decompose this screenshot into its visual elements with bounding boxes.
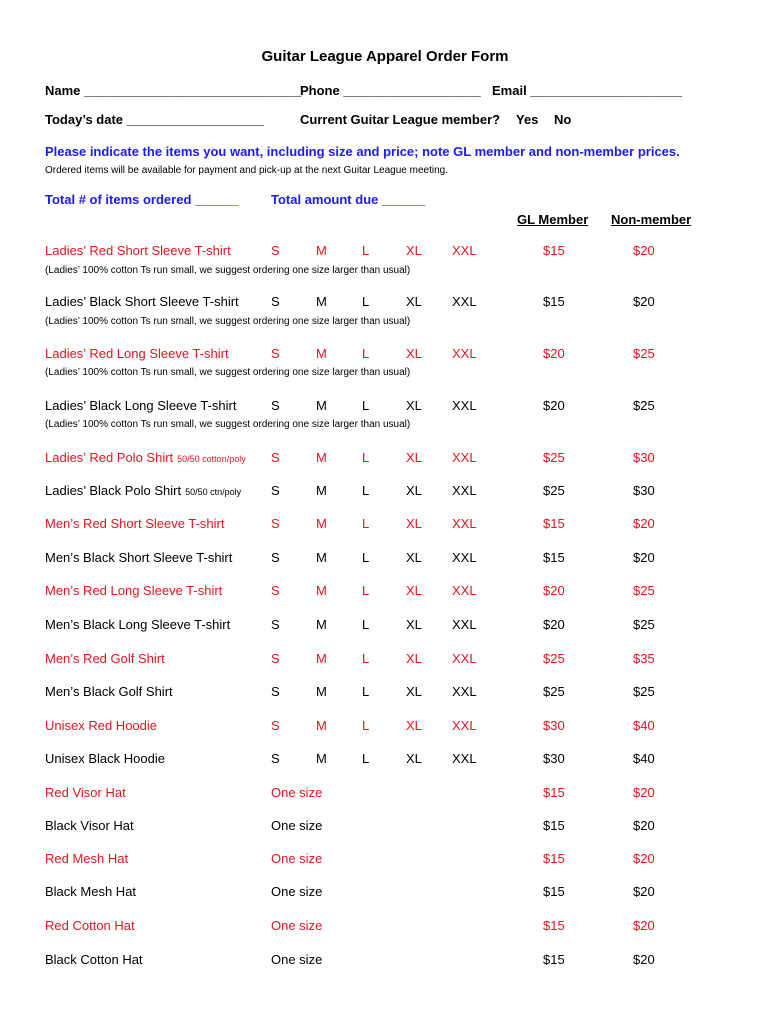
item-name-text: Ladies’ Red Short Sleeve T-shirt	[45, 243, 231, 258]
item-name-text: Men’s Black Short Sleeve T-shirt	[45, 550, 233, 565]
size-xxl-option[interactable]: XXL	[452, 516, 477, 531]
one-size-option[interactable]: One size	[271, 952, 323, 967]
item-name-text: Unisex Red Hoodie	[45, 718, 158, 733]
size-m-option[interactable]: M	[316, 294, 327, 309]
item-name-text: Ladies’ Black Polo Shirt	[45, 483, 182, 498]
non-member-price: $25	[633, 398, 655, 413]
item-name	[45, 751, 165, 766]
size-xxl-option[interactable]: XXL	[452, 450, 477, 465]
size-xxl-option[interactable]: XXL	[452, 550, 477, 565]
non-member-price: $25	[633, 346, 655, 361]
item-name	[45, 884, 136, 899]
item-name-text: Black Mesh Hat	[45, 884, 137, 899]
item-name	[45, 918, 135, 933]
size-s-option[interactable]: S	[271, 450, 280, 465]
non-member-column-header: Non-member	[611, 212, 692, 227]
non-member-price: $20	[633, 884, 655, 899]
size-l-option[interactable]: L	[362, 450, 370, 465]
size-xl-option[interactable]: XL	[406, 550, 422, 565]
size-s-option[interactable]: S	[271, 346, 280, 361]
size-xl-option[interactable]: XL	[406, 243, 422, 258]
size-xl-option[interactable]: XL	[406, 718, 422, 733]
non-member-price: $20	[633, 851, 655, 866]
size-xl-option[interactable]: XL	[406, 483, 422, 498]
member-price: $25	[543, 651, 565, 666]
size-l-option[interactable]: L	[362, 516, 370, 531]
one-size-option[interactable]: One size	[271, 851, 323, 866]
item-name-text: Ladies’ Black Long Sleeve T-shirt	[45, 398, 237, 413]
size-s-option[interactable]: S	[271, 751, 280, 766]
item-name-text: Black Visor Hat	[45, 818, 134, 833]
non-member-price: $20	[633, 243, 655, 258]
size-m-option[interactable]: M	[316, 718, 327, 733]
size-m-option[interactable]: M	[316, 516, 327, 531]
item-name-text: Red Cotton Hat	[45, 918, 135, 933]
instructions-text: Please indicate the items you want, including size and price; note GL member and non-member prices.	[45, 144, 680, 159]
size-s-option[interactable]: S	[271, 243, 280, 258]
item-material-detail: 50/50 ctn/poly	[185, 487, 242, 497]
phone-field[interactable]: Phone ___________________	[300, 83, 481, 98]
item-name	[45, 651, 165, 666]
size-s-option[interactable]: S	[271, 516, 280, 531]
size-l-option[interactable]: L	[362, 483, 370, 498]
member-price: $15	[543, 516, 565, 531]
member-price: $15	[543, 851, 565, 866]
one-size-option[interactable]: One size	[271, 785, 323, 800]
size-xxl-option[interactable]: XXL	[452, 684, 477, 699]
size-m-option[interactable]: M	[316, 751, 327, 766]
item-name-text: Ladies’ Red Polo Shirt	[45, 450, 174, 465]
size-l-option[interactable]: L	[362, 583, 370, 598]
size-l-option[interactable]: L	[362, 346, 370, 361]
size-xxl-option[interactable]: XXL	[452, 651, 477, 666]
one-size-option[interactable]: One size	[271, 918, 323, 933]
size-m-option[interactable]: M	[316, 483, 327, 498]
size-xxl-option[interactable]: XXL	[452, 617, 477, 632]
member-price: $25	[543, 684, 565, 699]
size-s-option[interactable]: S	[271, 651, 280, 666]
non-member-price: $25	[633, 583, 655, 598]
size-xxl-option[interactable]: XXL	[452, 243, 477, 258]
member-price: $15	[543, 550, 565, 565]
size-m-option[interactable]: M	[316, 243, 327, 258]
non-member-price: $35	[633, 651, 655, 666]
item-name-text: Men’s Red Short Sleeve T-shirt	[45, 516, 225, 531]
size-xl-option[interactable]: XL	[406, 346, 422, 361]
size-l-option[interactable]: L	[362, 651, 370, 666]
size-xl-option[interactable]: XL	[406, 583, 422, 598]
non-member-price: $40	[633, 718, 655, 733]
size-m-option[interactable]: M	[316, 684, 327, 699]
item-name	[45, 952, 143, 967]
member-price: $25	[543, 450, 565, 465]
size-s-option[interactable]: S	[271, 583, 280, 598]
size-l-option[interactable]: L	[362, 718, 370, 733]
non-member-price: $25	[633, 684, 655, 699]
item-name	[45, 398, 237, 413]
item-name-text: Men’s Black Long Sleeve T-shirt	[45, 617, 231, 632]
size-m-option[interactable]: M	[316, 450, 327, 465]
size-m-option[interactable]: M	[316, 617, 327, 632]
size-advice-note: (Ladies’ 100% cotton Ts run small, we suggest ordering one size larger than usual)	[45, 316, 411, 327]
size-xl-option[interactable]: XL	[406, 450, 422, 465]
item-name	[45, 450, 246, 465]
size-s-option[interactable]: S	[271, 294, 280, 309]
item-material-detail: 50/50 cotton/poly	[177, 454, 246, 464]
size-xl-option[interactable]: XL	[406, 684, 422, 699]
member-price: $20	[543, 617, 565, 632]
non-member-price: $20	[633, 818, 655, 833]
item-name	[45, 346, 229, 361]
member-no-option[interactable]: No	[554, 112, 572, 127]
size-xxl-option[interactable]: XXL	[452, 583, 477, 598]
item-name	[45, 718, 157, 733]
item-name-text: Men’s Red Long Sleeve T-shirt	[45, 583, 223, 598]
non-member-price: $20	[633, 952, 655, 967]
size-l-option[interactable]: L	[362, 550, 370, 565]
item-name	[45, 583, 222, 598]
non-member-price: $20	[633, 550, 655, 565]
total-items-field[interactable]: Total # of items ordered ______	[45, 192, 239, 207]
size-xl-option[interactable]: XL	[406, 751, 422, 766]
member-price: $25	[543, 483, 565, 498]
size-s-option[interactable]: S	[271, 398, 280, 413]
size-m-option[interactable]: M	[316, 651, 327, 666]
size-l-option[interactable]: L	[362, 294, 370, 309]
item-name	[45, 243, 231, 258]
item-name	[45, 851, 128, 866]
non-member-price: $30	[633, 483, 655, 498]
size-s-option[interactable]: S	[271, 684, 280, 699]
page-title: Guitar League Apparel Order Form	[261, 48, 509, 65]
member-price: $20	[543, 398, 565, 413]
size-advice-note: (Ladies’ 100% cotton Ts run small, we suggest ordering one size larger than usual)	[45, 419, 411, 430]
item-name-text: Ladies’ Black Short Sleeve T-shirt	[45, 294, 239, 309]
email-field[interactable]: Email _____________________	[492, 83, 683, 98]
item-name	[45, 617, 230, 632]
member-price: $15	[543, 918, 565, 933]
size-xxl-option[interactable]: XXL	[452, 483, 477, 498]
size-xxl-option[interactable]: XXL	[452, 751, 477, 766]
size-xl-option[interactable]: XL	[406, 398, 422, 413]
item-name-text: Black Cotton Hat	[45, 952, 143, 967]
size-l-option[interactable]: L	[362, 243, 370, 258]
item-name-text: Men’s Red Golf Shirt	[45, 651, 165, 666]
total-amount-field[interactable]: Total amount due ______	[271, 192, 426, 207]
member-price: $30	[543, 751, 565, 766]
member-price: $20	[543, 346, 565, 361]
size-xl-option[interactable]: XL	[406, 516, 422, 531]
size-xxl-option[interactable]: XXL	[452, 718, 477, 733]
member-question: Current Guitar League member?	[300, 112, 501, 127]
item-name-text: Men’s Black Golf Shirt	[45, 684, 173, 699]
size-advice-note: (Ladies’ 100% cotton Ts run small, we suggest ordering one size larger than usual)	[45, 265, 411, 276]
size-l-option[interactable]: L	[362, 617, 370, 632]
size-m-option[interactable]: M	[316, 550, 327, 565]
member-price: $30	[543, 718, 565, 733]
date-field[interactable]: Today’s date ___________________	[45, 112, 265, 127]
non-member-price: $40	[633, 751, 655, 766]
item-name	[45, 483, 241, 498]
size-xl-option[interactable]: XL	[406, 651, 422, 666]
item-name	[45, 785, 126, 800]
size-m-option[interactable]: M	[316, 346, 327, 361]
size-m-option[interactable]: M	[316, 583, 327, 598]
member-yes-option[interactable]: Yes	[516, 112, 539, 127]
one-size-option[interactable]: One size	[271, 818, 323, 833]
item-name-text: Unisex Black Hoodie	[45, 751, 165, 766]
size-l-option[interactable]: L	[362, 398, 370, 413]
pickup-note: Ordered items will be available for payment and pick-up at the next Guitar League meeting.	[45, 165, 448, 176]
size-xl-option[interactable]: XL	[406, 294, 422, 309]
size-xxl-option[interactable]: XXL	[452, 294, 477, 309]
non-member-price: $30	[633, 450, 655, 465]
size-l-option[interactable]: L	[362, 684, 370, 699]
name-field[interactable]: Name ______________________________	[45, 83, 301, 98]
item-name-text: Ladies’ Red Long Sleeve T-shirt	[45, 346, 229, 361]
size-s-option[interactable]: S	[271, 718, 280, 733]
item-name-text: Red Mesh Hat	[45, 851, 129, 866]
non-member-price: $20	[633, 785, 655, 800]
item-name	[45, 818, 134, 833]
size-s-option[interactable]: S	[271, 483, 280, 498]
member-price: $20	[543, 583, 565, 598]
one-size-option[interactable]: One size	[271, 884, 323, 899]
member-price: $15	[543, 884, 565, 899]
size-xxl-option[interactable]: XXL	[452, 398, 477, 413]
item-name	[45, 550, 232, 565]
size-xxl-option[interactable]: XXL	[452, 346, 477, 361]
item-name-text: Red Visor Hat	[45, 785, 126, 800]
item-name	[45, 684, 173, 699]
size-l-option[interactable]: L	[362, 751, 370, 766]
member-price: $15	[543, 785, 565, 800]
non-member-price: $25	[633, 617, 655, 632]
item-name	[45, 294, 239, 309]
member-price: $15	[543, 818, 565, 833]
size-advice-note: (Ladies’ 100% cotton Ts run small, we suggest ordering one size larger than usual)	[45, 367, 411, 378]
member-price: $15	[543, 952, 565, 967]
item-name	[45, 516, 224, 531]
non-member-price: $20	[633, 516, 655, 531]
member-price: $15	[543, 294, 565, 309]
member-price: $15	[543, 243, 565, 258]
size-m-option[interactable]: M	[316, 398, 327, 413]
size-xl-option[interactable]: XL	[406, 617, 422, 632]
non-member-price: $20	[633, 294, 655, 309]
non-member-price: $20	[633, 918, 655, 933]
gl-member-column-header: GL Member	[517, 212, 589, 227]
size-s-option[interactable]: S	[271, 617, 280, 632]
size-s-option[interactable]: S	[271, 550, 280, 565]
